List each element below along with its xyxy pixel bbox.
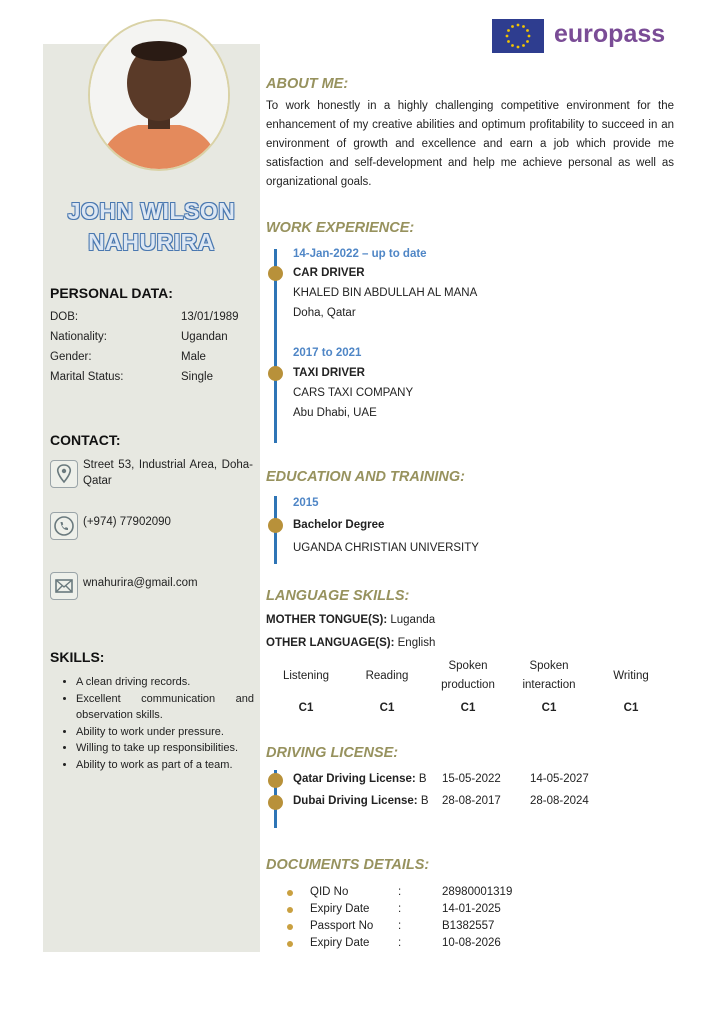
skill-item: • Excellent communication and observation skills. [76, 691, 254, 724]
job-title: TAXI DRIVER [293, 367, 365, 379]
license-name: Qatar Driving License: [293, 773, 416, 785]
job-title: CAR DRIVER [293, 267, 365, 279]
doc-label: Passport No [310, 920, 374, 932]
doc-separator: : [398, 937, 402, 949]
contact-address: Street 53, Industrial Area, Doha- Qatar [83, 459, 253, 487]
about-heading: ABOUT ME: [266, 76, 349, 92]
skill-item: • Ability to work under pressure. [76, 724, 254, 741]
lang-header-listening: Listening [282, 670, 330, 682]
education-school: UGANDA CHRISTIAN UNIVERSITY [293, 542, 479, 554]
lang-level-spoken-interaction: C1 [541, 702, 557, 714]
contact-phone[interactable]: (+974) 77902090 [83, 516, 171, 528]
timeline-dot [268, 773, 283, 788]
skill-item: • A clean driving records. [76, 674, 254, 691]
personal-label: Nationality: [50, 331, 107, 343]
lang-level-spoken-production: C1 [460, 702, 476, 714]
license-category: B [418, 773, 427, 785]
job-company: KHALED BIN ABDULLAH AL MANA [293, 287, 478, 299]
lang-header-spoken-production: Spoken production [441, 660, 495, 691]
sidebar [43, 44, 260, 952]
name-line-1: JOHN WILSON [67, 198, 236, 224]
bullet-icon [287, 890, 293, 896]
doc-separator: : [398, 903, 402, 915]
license-row [293, 773, 427, 785]
personal-row-nationality [50, 331, 250, 343]
skills-list [50, 674, 254, 773]
license-category: B [420, 795, 429, 807]
phone-icon [50, 512, 78, 540]
mother-tongue-row [266, 614, 435, 626]
other-language-label: OTHER LANGUAGE(S): [266, 637, 395, 649]
profile-photo [88, 19, 230, 171]
job-location: Abu Dhabi, UAE [293, 407, 377, 419]
doc-label: Expiry Date [310, 903, 370, 915]
lang-header-writing: Writing [613, 670, 649, 682]
personal-value: Male [181, 351, 206, 363]
personal-label: Gender: [50, 351, 92, 363]
doc-value: 14-01-2025 [442, 903, 501, 915]
personal-value: Single [181, 371, 213, 383]
personal-data-heading: PERSONAL DATA: [50, 285, 173, 301]
doc-separator: : [398, 920, 402, 932]
doc-label: QID No [310, 886, 349, 898]
personal-row-marital [50, 371, 250, 383]
doc-value: 10-08-2026 [442, 937, 501, 949]
job-company: CARS TAXI COMPANY [293, 387, 414, 399]
bullet-icon [287, 924, 293, 930]
mother-tongue-label: MOTHER TONGUE(S): [266, 614, 388, 626]
doc-label: Expiry Date [310, 937, 370, 949]
personal-value: 13/01/1989 [181, 311, 239, 323]
email-icon [50, 572, 78, 600]
license-name: Dubai Driving License: [293, 795, 418, 807]
bullet-icon [287, 907, 293, 913]
eu-flag-icon [492, 19, 544, 53]
license-expires: 28-08-2024 [530, 795, 589, 807]
timeline-dot [268, 266, 283, 281]
doc-separator: : [398, 886, 402, 898]
doc-value: B1382557 [442, 920, 495, 932]
contact-email[interactable]: wnahurira@gmail.com [83, 577, 198, 589]
lang-level-writing: C1 [623, 702, 639, 714]
job-date: 14-Jan-2022 – up to date [293, 248, 427, 260]
job-date: 2017 to 2021 [293, 347, 362, 359]
license-issued: 28-08-2017 [442, 795, 501, 807]
personal-label: Marital Status: [50, 371, 124, 383]
lang-level-listening: C1 [298, 702, 314, 714]
timeline-dot [268, 518, 283, 533]
europass-logo-text: europass [554, 20, 666, 48]
location-pin-icon [50, 460, 78, 488]
contact-heading: CONTACT: [50, 432, 121, 448]
skill-item: • Willing to take up responsibilities. [76, 740, 254, 757]
license-issued: 15-05-2022 [442, 773, 501, 785]
license-expires: 14-05-2027 [530, 773, 589, 785]
bullet-icon [287, 941, 293, 947]
other-language-value: English [397, 637, 436, 649]
personal-row-dob [50, 311, 250, 323]
personal-label: DOB: [50, 311, 79, 323]
about-text: To work honestly in a highly challenging competitive environment for the enhancement of my creative abilities and optimum profitability to succeed in an environment of growth and excellence and earn a job which provide me satisfaction and self-development and help me achieve personal as well as organizational goals. [266, 100, 674, 188]
skill-item: • Ability to work as part of a team. [76, 757, 254, 774]
timeline-dot [268, 366, 283, 381]
personal-row-gender [50, 351, 250, 363]
language-heading: LANGUAGE SKILLS: [266, 588, 410, 604]
lang-header-spoken-interaction: Spoken interaction [522, 660, 576, 691]
name-line-2: NAHURIRA [88, 229, 215, 255]
education-heading: EDUCATION AND TRAINING: [266, 469, 465, 485]
mother-tongue-value: Luganda [390, 614, 436, 626]
driving-heading: DRIVING LICENSE: [266, 745, 399, 761]
lang-level-reading: C1 [379, 702, 395, 714]
timeline-dot [268, 795, 283, 810]
skills-heading: SKILLS: [50, 649, 105, 665]
education-degree: Bachelor Degree [293, 519, 385, 531]
personal-value: Ugandan [181, 331, 228, 343]
documents-heading: DOCUMENTS DETAILS: [266, 857, 430, 873]
lang-header-reading: Reading [365, 670, 409, 682]
doc-value: 28980001319 [442, 886, 513, 898]
other-language-row [266, 637, 435, 649]
work-heading: WORK EXPERIENCE: [266, 220, 415, 236]
job-location: Doha, Qatar [293, 307, 356, 319]
education-year: 2015 [293, 497, 319, 509]
license-row [293, 795, 428, 807]
